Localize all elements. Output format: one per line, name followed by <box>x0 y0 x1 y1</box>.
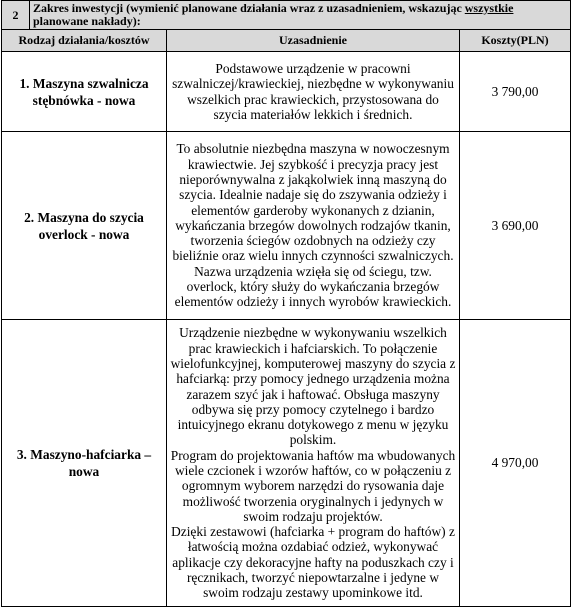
justification-paragraph: Urządzenie niezbędne w wykonywaniu wszelkich prac krawieckich i hafciarskich. To połączenie wielofunkcyjnej, komputerowej maszyny do szycia z hafciarką: przy pomocy jednego urządzenia można zarazem szyć jak i haftować. Obsługa maszyny odbywa się przy pomocy czytelnego i bardzo intuicyjnego ekranu dotykowego z menu w języku polskim. <box>170 325 456 448</box>
column-header-cost: Koszty(PLN) <box>460 30 571 52</box>
section-title-underlined: wszystkie <box>464 1 514 15</box>
table-row <box>2 320 571 607</box>
section-number: 2 <box>2 1 30 30</box>
row-cost: 4 970,00 <box>460 320 571 607</box>
section-title-end: planowane nakłady): <box>33 14 141 28</box>
column-header-justification: Uzasadnienie <box>167 30 460 52</box>
row-name: 3. Maszyno-hafciarka – nowa <box>2 320 167 607</box>
table-row <box>2 132 571 320</box>
row-name: 1. Maszyna szwalnicza stębnówka - nowa <box>2 52 167 132</box>
justification-paragraph: Dzięki zestawowi (hafciarka + program do haftów) z łatwością można ozdabiać odzież, wykonywać aplikacje czy dekoracyjne hafty na poduszkach czy i ręcznikach, tworzyć niepowtarzalne i jedyne w swoim rodzaju zestawy upominkowe itd. <box>171 524 455 601</box>
section-title-start: Zakres inwestycji (wymienić planowane działania wraz z uzasadnieniem, wskazując <box>33 1 465 15</box>
row-justification <box>167 320 460 607</box>
table-row <box>2 52 571 132</box>
row-cost: 3 790,00 <box>460 52 571 132</box>
row-justification: Podstawowe urządzenie w pracowni szwalniczej/krawieckiej, niezbędne w wykonywaniu wszelkich prac krawieckich, przystosowana do szycia materiałów lekkich i średnich. <box>167 52 460 132</box>
section-title <box>30 1 571 30</box>
row-name: 2. Maszyna do szycia overlock - nowa <box>2 132 167 320</box>
investment-table <box>1 0 571 607</box>
section-header-row <box>2 1 571 30</box>
justification-paragraph: Program do projektowania haftów ma wbudowanych wiele czcionek i wzorów haftów, co w połączeniu z ogromnym wyborem narzędzi do rysowania daje możliwość tworzenia oryginalnych i jedynych w swoim rodzaju projektów. <box>170 447 456 524</box>
row-cost: 3 690,00 <box>460 132 571 320</box>
column-header-type: Rodzaj działania/kosztów <box>2 30 167 52</box>
row-justification: To absolutnie niezbędna maszyna w nowoczesnym krawiectwie. Jej szybkość i precyzja pracy jest nieporównywalna z jakąkolwiek inną maszyną do szycia. Idealnie nadaje się do zszywania odzieży i elementów garderoby wykonanych z dzianin, wykańczania brzegów dowolnych rodzajów tkanin, tworzenia ściegów ozdobnych na odzieży czy bieliźnie oraz wielu innych czynności szwalniczych. Nazwa urządzenia wzięła się od ściegu, tzw. overlock, który służy do wykańczania brzegów elementów odzieży i innych wyrobów krawieckich. <box>167 132 460 320</box>
column-header-row <box>2 30 571 52</box>
